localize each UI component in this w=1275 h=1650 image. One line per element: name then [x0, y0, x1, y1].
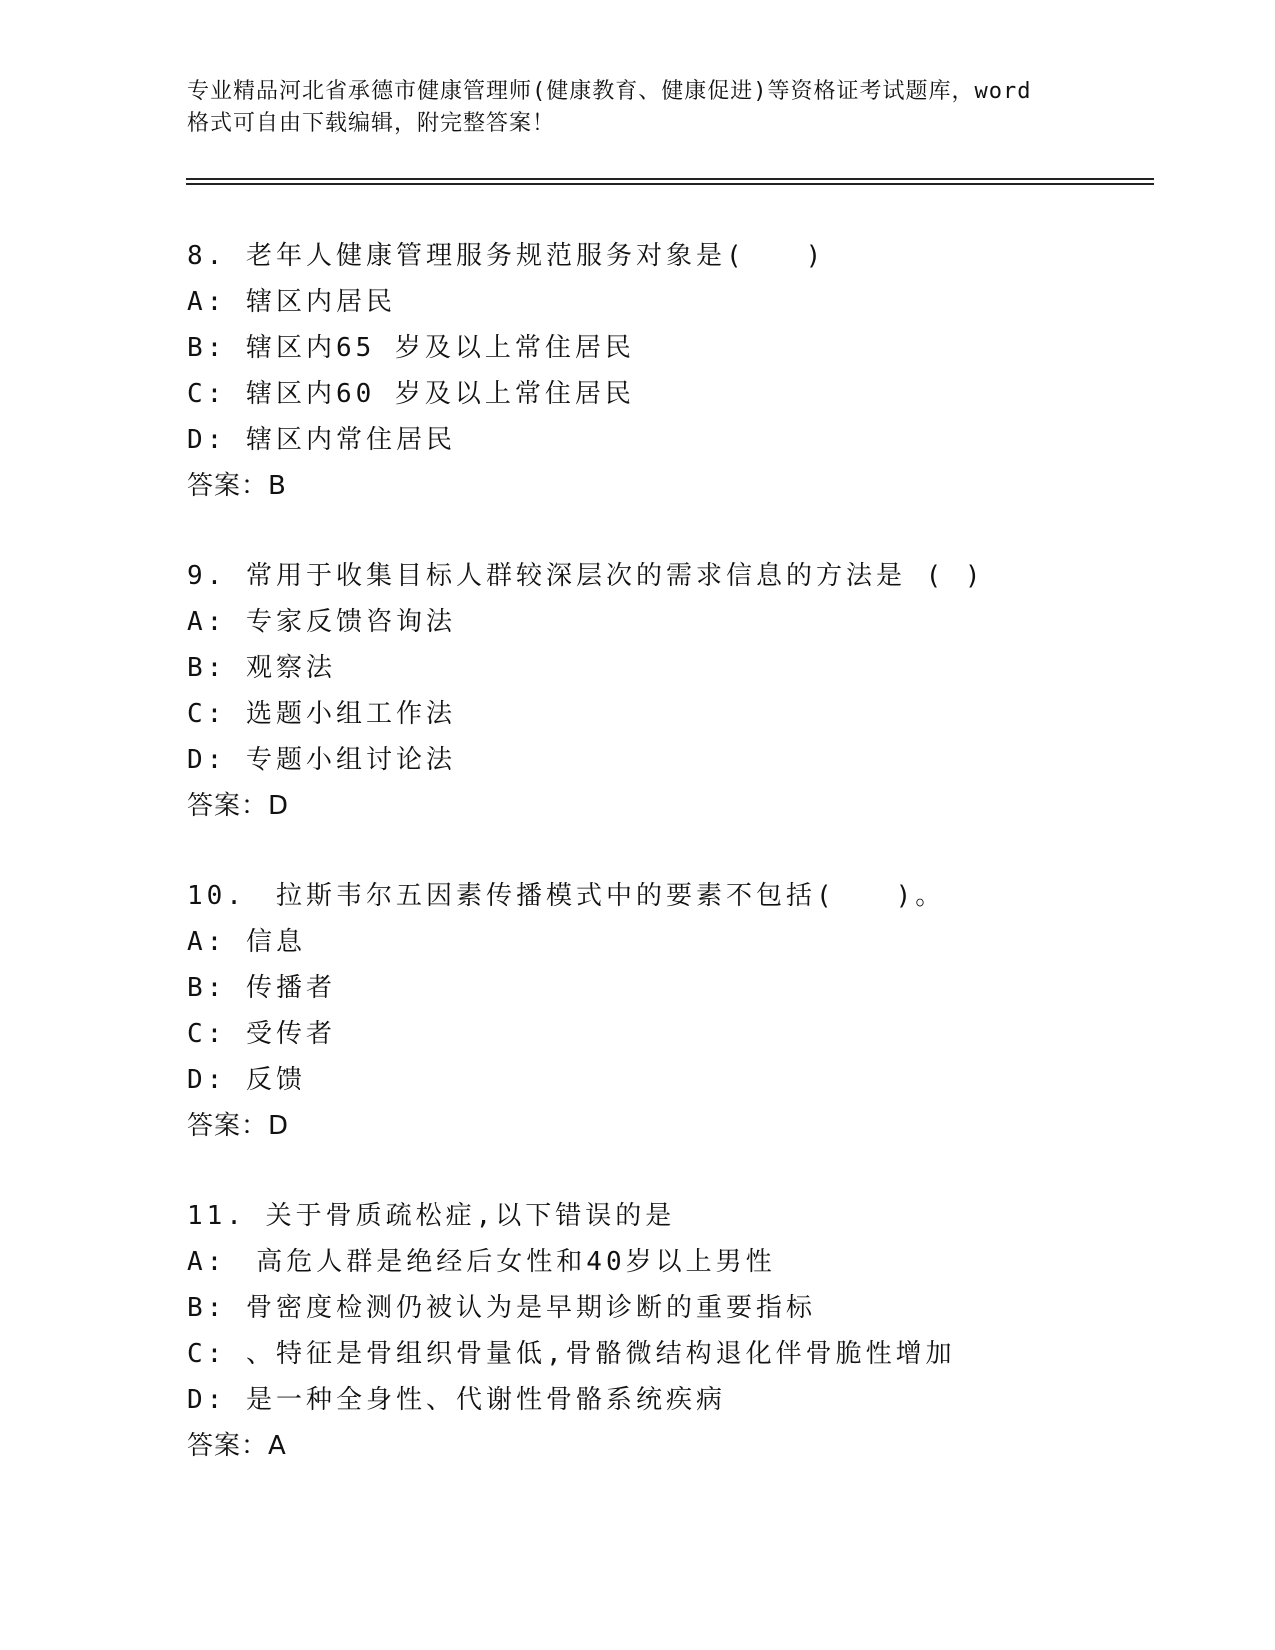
- option-a: A: 信息: [187, 927, 306, 957]
- option-c: C: 选题小组工作法: [187, 699, 456, 729]
- question-8: [187, 233, 1147, 509]
- option-a: A: 辖区内居民: [187, 287, 396, 317]
- header-divider-top: [186, 178, 1154, 180]
- option-d: D: 反馈: [187, 1065, 306, 1095]
- question-stem: 10. 拉斯韦尔五因素传播模式中的要素不包括( )。: [187, 881, 946, 911]
- question-stem: 9. 常用于收集目标人群较深层次的需求信息的方法是 ( ): [187, 561, 985, 591]
- answer: 答案：A: [187, 1431, 287, 1461]
- answer: 答案：D: [187, 791, 290, 821]
- option-c: C: 、特征是骨组织骨量低,骨骼微结构退化伴骨脆性增加: [187, 1339, 956, 1369]
- option-c: C: 受传者: [187, 1019, 336, 1049]
- answer: 答案：D: [187, 1111, 290, 1141]
- option-a: A: 专家反馈咨询法: [187, 607, 456, 637]
- option-a: A: 高危人群是绝经后女性和40岁以上男性: [187, 1247, 776, 1277]
- question-11: [187, 1193, 1147, 1469]
- answer: 答案：B: [187, 471, 287, 501]
- question-stem: 11. 关于骨质疏松症,以下错误的是: [187, 1201, 676, 1231]
- document-header: [187, 76, 1087, 140]
- question-stem: 8. 老年人健康管理服务规范服务对象是( ): [187, 241, 826, 271]
- header-divider-bottom: [186, 183, 1154, 185]
- option-b: B: 观察法: [187, 653, 336, 683]
- option-b: B: 传播者: [187, 973, 336, 1003]
- option-b: B: 骨密度检测仍被认为是早期诊断的重要指标: [187, 1293, 816, 1323]
- option-c: C: 辖区内60 岁及以上常住居民: [187, 379, 635, 409]
- option-d: D: 辖区内常住居民: [187, 425, 456, 455]
- header-line-1: 专业精品河北省承德市健康管理师(健康教育、健康促进)等资格证考试题库，word: [187, 79, 1032, 104]
- option-b: B: 辖区内65 岁及以上常住居民: [187, 333, 635, 363]
- option-d: D: 是一种全身性、代谢性骨骼系统疾病: [187, 1385, 726, 1415]
- header-line-2: 格式可自由下载编辑，附完整答案！: [187, 111, 556, 136]
- question-10: [187, 873, 1147, 1149]
- question-9: [187, 553, 1147, 829]
- option-d: D: 专题小组讨论法: [187, 745, 456, 775]
